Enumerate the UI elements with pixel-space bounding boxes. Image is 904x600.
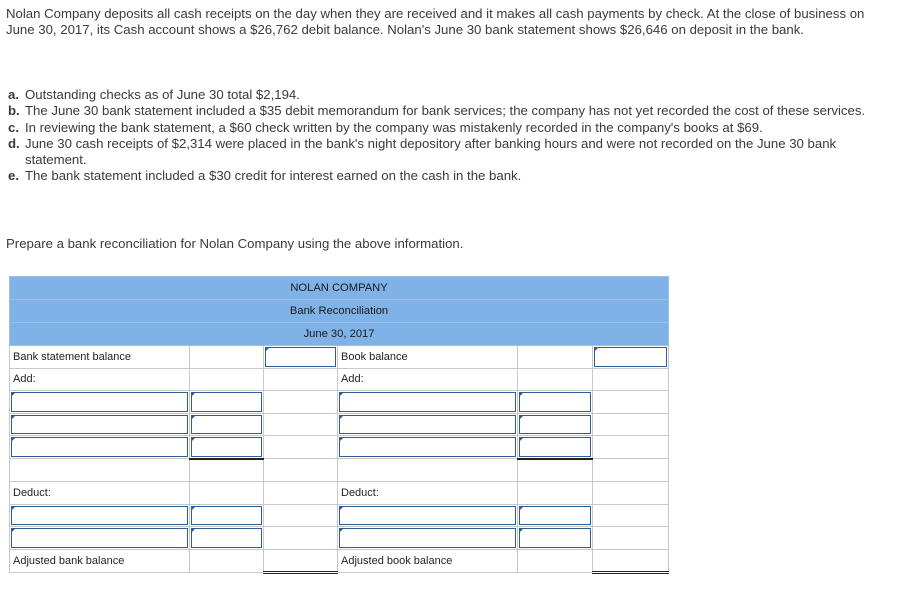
bank-add-amount-input[interactable]: [191, 392, 262, 412]
table-row: [10, 549, 669, 573]
book-add-description-select[interactable]: [339, 392, 516, 412]
header-row: [10, 323, 669, 346]
book-deduct-description-select[interactable]: [339, 528, 516, 548]
book-add-label: Add:: [338, 368, 518, 391]
item-text: June 30 cash receipts of $2,314 were placed in the bank's night depository after banking hours and were not recorded on the June 30 bank statement.: [25, 135, 837, 168]
instruction-prompt: Prepare a bank reconciliation for Nolan Company using the above information.: [6, 236, 464, 251]
bank-reconciliation-table: [9, 276, 669, 574]
table-row: [10, 413, 669, 436]
adjusted-bank-balance-total: [264, 549, 338, 573]
bank-add-amount-input[interactable]: [191, 437, 262, 457]
table-row: [10, 436, 669, 459]
book-balance-label: Book balance: [338, 346, 518, 369]
book-add-amount-input[interactable]: [519, 392, 591, 412]
bank-add-description-select[interactable]: [11, 415, 188, 435]
statement-title: Bank Reconciliation: [10, 300, 669, 323]
book-add-description-select[interactable]: [339, 415, 516, 435]
book-deduct-amount-input[interactable]: [519, 528, 591, 548]
header-row: [10, 277, 669, 300]
table-row: [10, 527, 669, 550]
book-deduct-description-select[interactable]: [339, 506, 516, 526]
item-marker: a.: [8, 87, 19, 102]
bank-deduct-description-select[interactable]: [11, 528, 188, 548]
item-text: In reviewing the bank statement, a $60 check written by the company was mistakenly recorded in the company's books at $69.: [25, 119, 763, 135]
table-row: [10, 459, 669, 482]
bank-deduct-description-select[interactable]: [11, 506, 188, 526]
item-marker: e.: [8, 168, 19, 184]
adjusted-book-balance-label: Adjusted book balance: [338, 549, 518, 573]
company-name: NOLAN COMPANY: [10, 277, 669, 300]
table-row: [10, 391, 669, 414]
item-marker: d.: [8, 135, 20, 151]
book-add-description-select[interactable]: [339, 437, 516, 457]
bank-add-amount-input[interactable]: [191, 415, 262, 435]
list-item: [8, 136, 893, 169]
bank-deduct-label: Deduct:: [10, 482, 190, 505]
problem-intro: [6, 6, 896, 38]
item-text: The bank statement included a $30 credit for interest earned on the cash in the bank.: [25, 168, 522, 184]
table-row: [10, 368, 669, 391]
book-add-amount-input[interactable]: [519, 437, 591, 457]
intro-text: Nolan Company deposits all cash receipts on the day when they are received and it makes all cash payments by check. At the close of business on June 30, 2017, its Cash account shows a $26,762 debit balance. Nolan's June 30 bank statement shows $26,646 on deposit in the bank.: [6, 6, 865, 38]
bank-deduct-amount-input[interactable]: [191, 506, 262, 526]
table-row: [10, 346, 669, 369]
book-deduct-amount-input[interactable]: [519, 506, 591, 526]
bank-statement-balance-input[interactable]: [265, 347, 336, 367]
book-balance-input[interactable]: [594, 347, 667, 367]
bank-deduct-amount-input[interactable]: [191, 528, 262, 548]
list-item: [8, 168, 893, 184]
item-marker: c.: [8, 119, 19, 135]
adjusted-bank-balance-label: Adjusted bank balance: [10, 549, 190, 573]
list-item: [8, 120, 893, 136]
item-marker: b.: [8, 103, 20, 119]
table-row: [10, 482, 669, 505]
bank-add-description-select[interactable]: [11, 392, 188, 412]
header-row: [10, 300, 669, 323]
statement-date: June 30, 2017: [10, 323, 669, 346]
bank-statement-balance-label: Bank statement balance: [10, 346, 190, 369]
book-deduct-label: Deduct:: [338, 482, 518, 505]
adjusted-book-balance-total: [593, 549, 669, 573]
bank-add-label: Add:: [10, 368, 190, 391]
problem-items: [8, 87, 893, 185]
item-text: Outstanding checks as of June 30 total $2,194.: [25, 87, 300, 102]
bank-add-description-select[interactable]: [11, 437, 188, 457]
list-item: [8, 103, 893, 119]
list-item: [8, 87, 893, 103]
book-add-amount-input[interactable]: [519, 415, 591, 435]
table-row: [10, 504, 669, 527]
item-text: The June 30 bank statement included a $35 debit memorandum for bank services; the company has not yet recorded the cost of these services.: [25, 103, 866, 119]
